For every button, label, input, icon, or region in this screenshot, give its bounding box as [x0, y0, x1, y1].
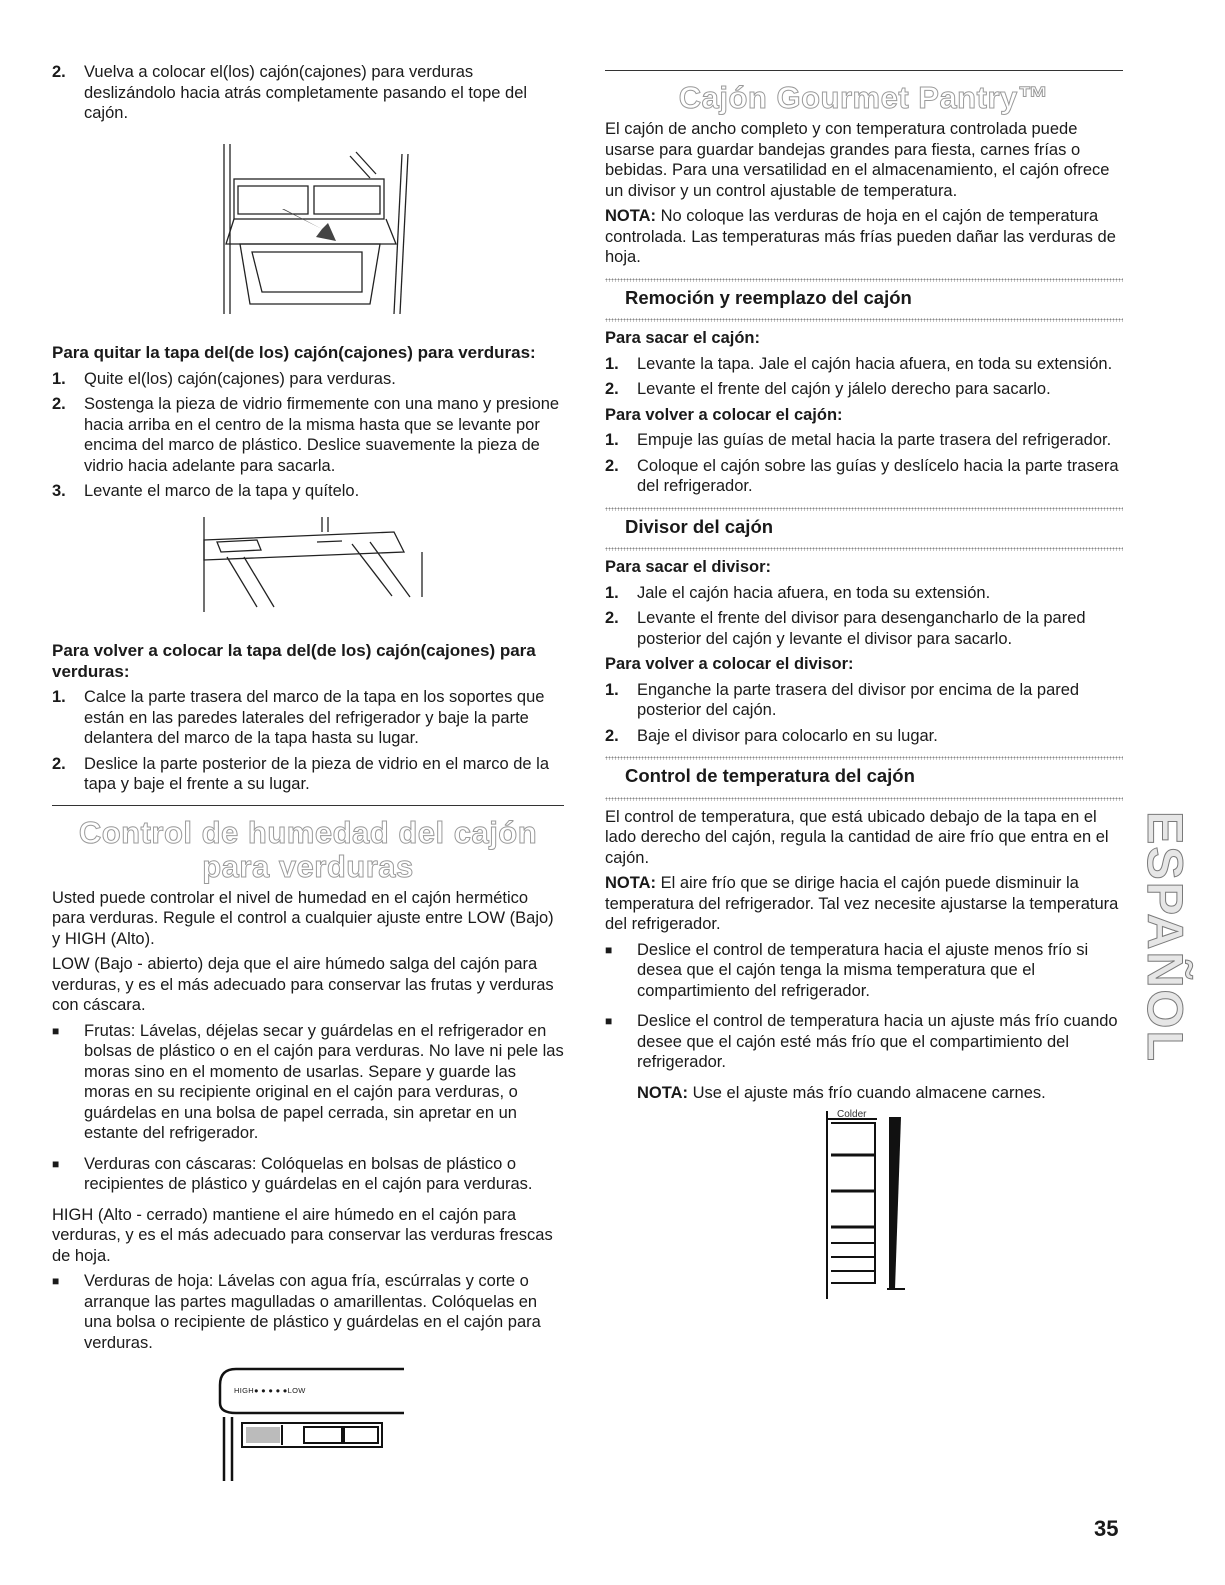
left-column [52, 62, 564, 1497]
crisper-drawer-illustration [52, 134, 564, 330]
step-text: Quite el(los) cajón(cajones) para verduras. [84, 369, 396, 388]
dotted-divider [605, 507, 1123, 511]
step-text: Jale el cajón hacia afuera, en toda su extensión. [637, 583, 991, 602]
drawer-replace-heading: Para volver a colocar el cajón: [605, 405, 843, 424]
drawer-remove-steps [605, 354, 1123, 400]
step-text: Levante la tapa. Jale el cajón hacia afuera, en toda su extensión. [637, 354, 1113, 373]
bullet-item [605, 940, 1123, 1002]
drawer-removal-title: Remoción y reemplazo del cajón [625, 286, 912, 308]
section-divider [605, 70, 1123, 71]
step-text: Deslice la parte posterior de la pieza de vidrio en el marco de la tapa y baje el frente a su lugar. [84, 754, 549, 793]
section-divider [52, 805, 564, 806]
bullet-square-icon: ■ [605, 942, 613, 957]
bullet-text: Verduras de hoja: Lávelas con agua fría, escúrralas y corte o arranque las partes magulladas o amarillentas. Colóquelas en una bolsa o recipiente de plástico y guárdelas en el cajón para verduras. [84, 1272, 541, 1352]
humidity-slider-illustration [52, 1363, 564, 1483]
bullet-text: Verduras con cáscaras: Colóquelas en bolsas de plástico o recipientes de plástico y guárdelas en el cajón para verduras. [84, 1154, 533, 1193]
bullet-text: Deslice el control de temperatura hacia un ajuste más frío cuando desee que el cajón esté más frío que el compartimiento del refrigerador. [637, 1012, 1118, 1071]
pantry-intro: El cajón de ancho completo y con temperatura controlada puede usarse para guardar bandejas grandes para fiesta, carnes frías o bebidas. Para una versatilidad en el almacenamiento, el cajón ofrece un divisor y un control ajustable de temperatura. [605, 120, 1110, 200]
list-item [605, 430, 1123, 451]
step-text: Levante el marco de la tapa y quítelo. [84, 482, 360, 500]
note-label: NOTA: [637, 1083, 689, 1102]
language-side-tab [1135, 812, 1195, 1062]
note-label: NOTA: [605, 874, 657, 892]
bullet-text: Deslice el control de temperatura hacia el ajuste menos frío si desea que el cajón tenga la misma temperatura que el compartimiento del refrigerador. [637, 940, 1089, 1000]
temperature-slider-illustration [605, 1109, 1123, 1309]
list-item [52, 369, 564, 390]
divider-remove-heading: Para sacar el divisor: [605, 558, 772, 576]
step-text: Empuje las guías de metal hacia la parte trasera del refrigerador. [637, 431, 1112, 449]
drawer-remove-heading: Para sacar el cajón: [605, 329, 761, 347]
step-text: Coloque el cajón sobre las guías y deslícelo hacia la parte trasera del refrigerador. [637, 456, 1119, 495]
step-text: Baje el divisor para colocarlo en su lugar. [637, 726, 938, 745]
list-item [52, 394, 564, 476]
bullet-square-icon: ■ [52, 1023, 60, 1038]
humidity-control-title: Control de humedad del cajón para verduras [78, 814, 538, 884]
step-number: 1. [605, 583, 619, 602]
step-number: 2. [605, 609, 619, 627]
divider-replace-steps [605, 680, 1123, 747]
list-item [605, 608, 1123, 649]
step-number: 2. [52, 754, 66, 773]
note-text: Use el ajuste más frío cuando almacene carnes. [692, 1083, 1046, 1102]
step-number: 2. [52, 395, 66, 413]
list-item [605, 583, 1123, 604]
step-text: Levante el frente del cajón y jálelo derecho para sacarlo. [637, 380, 1051, 398]
note-text: El aire frío que se dirige hacia el cajón puede disminuir la temperatura del refrigerador. Tal vez necesite ajustarse la temperatura del refrigerador. [605, 874, 1119, 933]
bullet-square-icon: ■ [52, 1156, 60, 1171]
final-note [605, 1083, 1123, 1104]
list-item [605, 726, 1123, 747]
low-setting-text: LOW (Bajo - abierto) deja que el aire húmedo salga del cajón para verduras, y es el más adecuado para conservar las frutas y verduras con cáscara. [52, 955, 554, 1014]
lid-removal-illustration [52, 512, 564, 628]
replace-lid-heading: Para volver a colocar la tapa del(de los) cajón(cajones) para verduras: [52, 641, 536, 681]
dotted-divider [605, 318, 1123, 322]
temperature-note [605, 873, 1123, 935]
step-number: 2. [605, 456, 619, 475]
high-setting-text: HIGH (Alto - cerrado) mantiene el aire húmedo en el cajón para verduras, y es el más adecuado para conservar las verduras frescas de hoja. [52, 1205, 553, 1265]
step-number: 2. [52, 63, 66, 81]
list-item [52, 687, 564, 749]
step-number: 3. [52, 482, 66, 500]
humidity-intro: Usted puede controlar el nivel de humedad en el cajón hermético para verduras. Regule el control a cualquier ajuste entre LOW (Bajo) y HIGH (Alto). [52, 888, 554, 948]
step-number: 1. [605, 354, 619, 373]
dotted-divider [605, 547, 1123, 551]
pantry-title: Cajón Gourmet Pantry™ [678, 80, 1050, 115]
list-item [605, 680, 1123, 721]
list-item [52, 481, 564, 502]
bullet-item [52, 1154, 564, 1195]
list-item [605, 456, 1123, 497]
step-text: Vuelva a colocar el(los) cajón(cajones) para verduras deslizándolo hacia atrás completamente pasando el tope del cajón. [84, 63, 528, 122]
colder-label: Colder [837, 1109, 867, 1120]
bullet-item [52, 1021, 564, 1144]
divider-section-title: Divisor del cajón [625, 515, 774, 537]
bullet-text: Frutas: Lávelas, déjelas secar y guárdelas en el refrigerador en bolsas de plástico o en el cajón para verduras. No lave ni pele las moras sino en el momento de usarlas. Separe y guarde las moras en su recipiente original en el cajón para verduras, o guárdelas en una bolsa de papel cerrada, sin apretar en un estante del refrigerador. [84, 1021, 564, 1142]
dotted-divider [605, 797, 1123, 801]
replace-lid-steps [52, 687, 564, 795]
step-number: 1. [52, 688, 66, 706]
list-item [605, 354, 1123, 375]
bullet-item [605, 1011, 1123, 1073]
temperature-intro: El control de temperatura, que está ubicado debajo de la tapa en el lado derecho del cajón, regula la cantidad de aire frío que entra en el cajón. [605, 807, 1109, 867]
step-text: Calce la parte trasera del marco de la tapa en los soportes que están en las paredes laterales del refrigerador y baje la parte delantera del marco de la tapa hasta su lugar. [84, 688, 545, 747]
humidity-dial-label: HIGH● ● ● ● ●LOW [234, 1386, 306, 1395]
drawer-replace-steps [605, 430, 1123, 497]
step-number: 2. [605, 726, 619, 745]
step-text: Levante el frente del divisor para desengancharlo de la pared posterior del cajón y levante el divisor para sacarlo. [637, 609, 1086, 648]
bullet-square-icon: ■ [605, 1014, 613, 1028]
divider-remove-steps [605, 583, 1123, 650]
divider-replace-heading: Para volver a colocar el divisor: [605, 655, 854, 673]
step-number: 2. [605, 380, 619, 398]
list-item [52, 754, 564, 795]
step-text: Enganche la parte trasera del divisor por encima de la pared posterior del cajón. [637, 680, 1080, 719]
step-number: 1. [605, 680, 619, 699]
list-item [605, 379, 1123, 400]
side-tab-label: ESPAÑOL [1137, 811, 1193, 1063]
bullet-item [52, 1271, 564, 1353]
note-text: No coloque las verduras de hoja en el cajón de temperatura controlada. Las temperaturas más frías pueden dañar las verduras de hoja. [605, 207, 1116, 266]
pantry-note [605, 206, 1123, 268]
intro-step [52, 62, 564, 124]
dotted-divider [605, 278, 1123, 282]
step-number: 1. [52, 369, 66, 388]
note-label: NOTA: [605, 207, 657, 225]
bullet-square-icon: ■ [52, 1274, 60, 1288]
step-text: Sostenga la pieza de vidrio firmemente con una mano y presione hacia arriba en el centro de la misma hasta que se levante por encima del marco de plástico. Deslice suavemente la pieza de vidrio hacia adelante para sacarla. [84, 395, 560, 475]
right-column [605, 62, 1123, 1323]
temperature-control-title: Control de temperatura del cajón [625, 765, 915, 786]
step-number: 1. [605, 431, 619, 449]
page-number: 35 [1094, 1516, 1119, 1541]
remove-lid-heading: Para quitar la tapa del(de los) cajón(cajones) para verduras: [52, 343, 536, 362]
dotted-divider [605, 756, 1123, 760]
remove-lid-steps [52, 369, 564, 502]
